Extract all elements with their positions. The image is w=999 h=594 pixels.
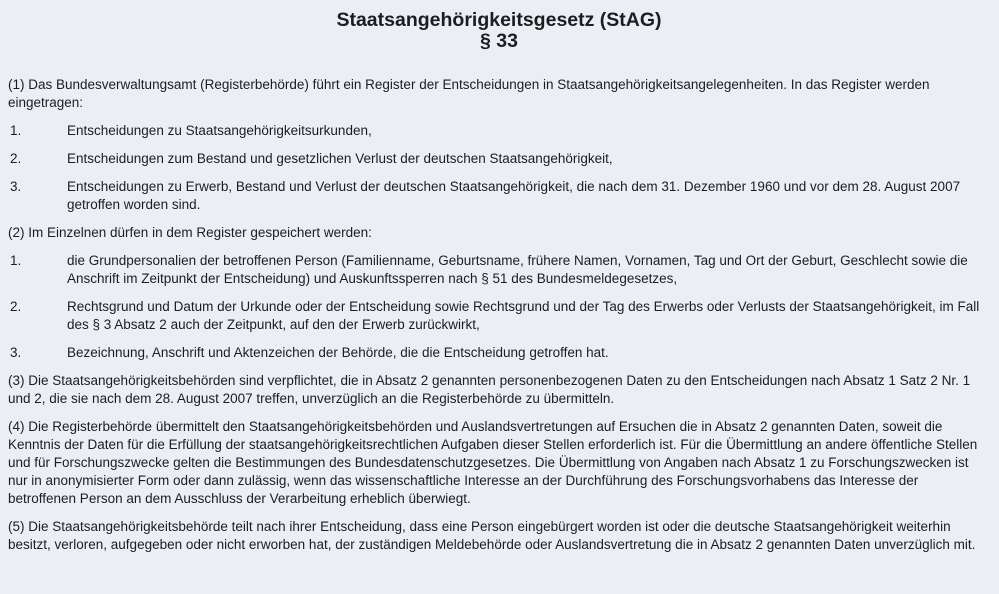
list-item xyxy=(8,150,990,168)
list-item-text: Entscheidungen zu Erwerb, Bestand und Verlust der deutschen Staatsangehörigkeit, die nach dem 31. Dezember 1960 und vor dem 28. August 2007 getroffen worden sind. xyxy=(67,179,961,212)
list-item-number: 2. xyxy=(10,151,22,166)
list-item-number: 1. xyxy=(10,123,22,138)
list-item-number: 3. xyxy=(10,179,22,194)
list-item-text: Entscheidungen zu Staatsangehörigkeitsurkunden, xyxy=(67,123,372,138)
list-item-text: die Grundpersonalien der betroffenen Person (Familienname, Geburtsname, frühere Namen, Vornamen, Tag und Ort der Geburt, Geschlecht sowie die Anschrift im Zeitpunkt der Entscheidung) und Auskunftssperren nach § 51 des Bundesmeldegesetzes, xyxy=(67,253,968,286)
list-item-number: 2. xyxy=(10,299,22,314)
list-item xyxy=(8,178,990,214)
section-number: § 33 xyxy=(480,30,518,52)
list-item xyxy=(8,122,990,140)
list-item-text: Entscheidungen zum Bestand und gesetzlichen Verlust der deutschen Staatsangehörigkeit, xyxy=(67,151,613,166)
list-item-text: Rechtsgrund und Datum der Urkunde oder der Entscheidung sowie Rechtsgrund und der Tag des Erwerbs oder Verlusts der Staatsangehörigkeit, im Fall des § 3 Absatz 2 auch der Zeitpunkt, auf den der Erwerb zurückwirkt, xyxy=(67,299,980,332)
list-item xyxy=(8,344,990,362)
paragraph-3: (3) Die Staatsangehörigkeitsbehörden sind verpflichtet, die in Absatz 2 genannten personenbezogenen Daten zu den Entscheidungen nach Absatz 1 Satz 2 Nr. 1 und 2, die sie nach dem 28. August 2007 treffen, unverzüglich an die Registerbehörde zu übermitteln. xyxy=(8,373,971,406)
paragraph-4: (4) Die Registerbehörde übermittelt den Staatsangehörigkeitsbehörden und Auslandsvertretungen auf Ersuchen die in Absatz 2 genannten Daten, soweit die Kenntnis der Daten für die Erfüllung der staatsangehörigkeitsrechtlichen Aufgaben dieser Stellen erforderlich ist. Für die Übermittlung an andere öffentliche Stellen und für Forschungszwecke gelten die Bestimmungen des Bundesdatenschutzgesetzes. Die Übermittlung von Angaben nach Absatz 1 zu Forschungszwecken ist nur in anonymisierter Form oder dann zulässig, wenn das wissenschaftliche Interesse an der Durchführung des Forschungsvorhabens das Interesse der betroffenen Person an dem Ausschluss der Verarbeitung erheblich überwiegt. xyxy=(8,419,978,506)
paragraph-1-intro: (1) Das Bundesverwaltungsamt (Registerbehörde) führt ein Register der Entscheidungen in Staatsangehörigkeitsangelegenheiten. In das Register werden eingetragen: xyxy=(8,77,930,110)
paragraph-5: (5) Die Staatsangehörigkeitsbehörde teilt nach ihrer Entscheidung, dass eine Person eingebürgert worden ist oder die deutsche Staatsangehörigkeit weiterhin besitzt, verloren, aufgegeben oder nicht erworben hat, der zuständigen Meldebehörde oder Auslandsvertretung die in Absatz 2 genannten Daten unverzüglich mit. xyxy=(8,519,976,552)
list-item-number: 3. xyxy=(10,345,22,360)
list-item xyxy=(8,298,990,334)
document-header xyxy=(8,10,990,52)
list-item-text: Bezeichnung, Anschrift und Aktenzeichen der Behörde, die die Entscheidung getroffen hat. xyxy=(67,345,609,360)
paragraph-2-intro: (2) Im Einzelnen dürfen in dem Register gespeichert werden: xyxy=(8,225,372,240)
law-title: Staatsangehörigkeitsgesetz (StAG) xyxy=(336,9,662,31)
list-item xyxy=(8,252,990,288)
list-item-number: 1. xyxy=(10,253,22,268)
